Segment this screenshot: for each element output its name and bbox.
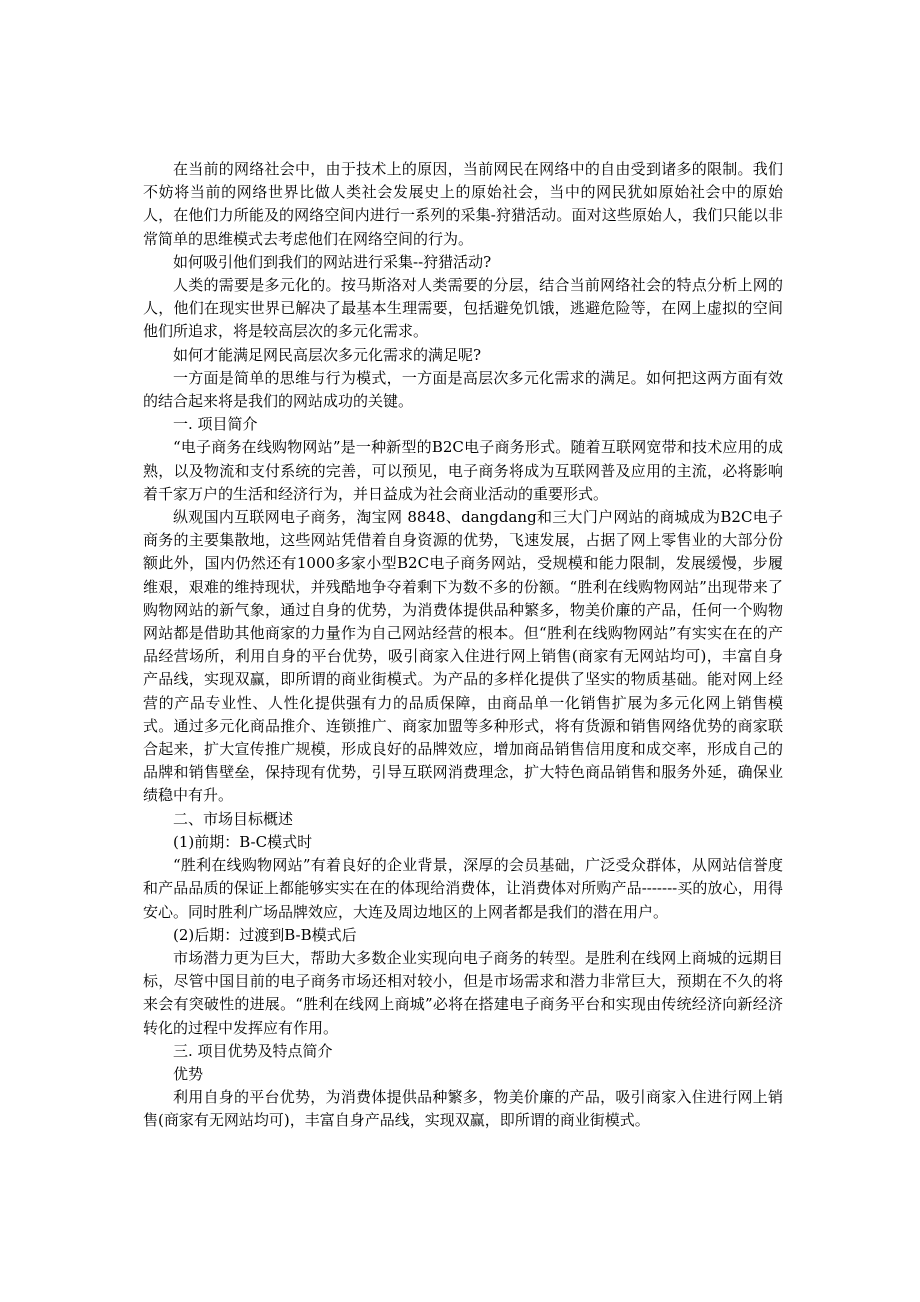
paragraph-question-satisfy: 如何才能满足网民高层次多元化需求的满足呢?: [173, 345, 482, 364]
paragraph-advantage: 利用自身的平台优势，为消费体提供品种繁多，物美价廉的产品，吸引商家入住进行网上销售(商家有无网站均可)，丰富自身产品线，实现双赢，即所谓的商业街模式。: [143, 1088, 783, 1130]
paragraph-question-attract: 如何吸引他们到我们的网站进行采集--狩猎活动?: [173, 252, 492, 271]
subheading-later-stage: (2)后期：过渡到B-B模式后: [173, 925, 357, 944]
subheading-early-stage: (1)前期：B-C模式时: [173, 832, 313, 851]
paragraph-needs: 人类的需要是多元化的。按马斯洛对人类需要的分层，结合当前网络社会的特点分析上网的人，他们在现实世界已解决了最基本生理需要，包括避免饥饿，逃避危险等，在网上虚拟的空间他们所追求，将是较高层次的多元化需求。: [143, 276, 783, 341]
paragraph-later-stage: 市场潜力更为巨大，帮助大多数企业实现向电子商务的转型。是胜利在线网上商城的远期目标，尽管中国目前的电子商务市场还相对较小，但是市场需求和潜力非常巨大，预期在不久的将来会有突破性的进展。“胜利在线网上商城”必将在搭建电子商务平台和实现由传统经济向新经济转化的过程中发挥应有作用。: [143, 948, 783, 1037]
document-body: [143, 158, 783, 1133]
section-heading-advantages: 三. 项目优势及特点简介: [173, 1041, 333, 1060]
section-heading-market: 二、市场目标概述: [173, 809, 294, 828]
paragraph-key: 一方面是简单的思维与行为模式，一方面是高层次多元化需求的满足。如何把这两方面有效的结合起来将是我们的网站成功的关键。: [143, 368, 783, 411]
paragraph-b2c: “电子商务在线购物网站”是一种新型的B2C电子商务形式。随着互联网宽带和技术应用的成熟，以及物流和支付系统的完善，可以预见，电子商务将成为互联网普及应用的主流，必将影响着千家万户的生活和经济行为，并日益成为社会商业活动的重要形式。: [143, 438, 783, 503]
section-heading-project-intro: 一. 项目简介: [173, 415, 258, 434]
paragraph-overview: 纵观国内互联网电子商务，淘宝网 8848、dangdang和三大门户网站的商城成为B2C电子商务的主要集散地，这些网站凭借着自身资源的优势，飞速发展，占据了网上零售业的大部分份额此外，国内仍然还有1000多家小型B2C电子商务网站，受规模和能力限制，发展缓慢，步履维艰，艰难的维持现状，并残酷地争夺着剩下为数不多的份额。“胜利在线购物网站”出现带来了购物网站的新气象，通过自身的优势，为消费体提供品种繁多，物美价廉的产品，任何一个购物网站都是借助其他商家的力量作为自己网站经营的根本。但“胜利在线购物网站”有实实在在的产品经营场所，利用自身的平台优势，吸引商家入住进行网上销售(商家有无网站均可)，丰富自身产品线，实现双赢，即所谓的商业街模式。为产品的多样化提供了坚实的物质基础。能对网上经营的产品专业性、人性化提供强有力的品质保障，由商品单一化销售扩展为多元化网上销售模式。通过多元化商品推介、连锁推广、商家加盟等多种形式，将有货源和销售网络优势的商家联合起来，扩大宣传推广规模，形成良好的品牌效应，增加商品销售信用度和成交率，形成自己的品牌和销售壁垒，保持现有优势，引导互联网消费理念，扩大特色商品销售和服务外延，确保业绩稳中有升。: [143, 508, 783, 805]
paragraph-intro: 在当前的网络社会中，由于技术上的原因，当前网民在网络中的自由受到诸多的限制。我们不妨将当前的网络世界比做人类社会发展史上的原始社会，当中的网民犹如原始社会中的原始人，在他们力所能及的网络空间内进行一系列的采集-狩猎活动。面对这些原始人，我们只能以非常简单的思维模式去考虑他们在网络空间的行为。: [143, 160, 783, 248]
subheading-advantage: 优势: [173, 1064, 204, 1083]
paragraph-early-stage: “胜利在线购物网站”有着良好的企业背景，深厚的会员基础，广泛受众群体，从网站信誉度和产品品质的保证上都能够实实在在的体现给消费体，让消费体对所购产品-------买的放心，用得安心。同时胜利广场品牌效应，大连及周边地区的上网者都是我们的潜在用户。: [143, 856, 783, 921]
